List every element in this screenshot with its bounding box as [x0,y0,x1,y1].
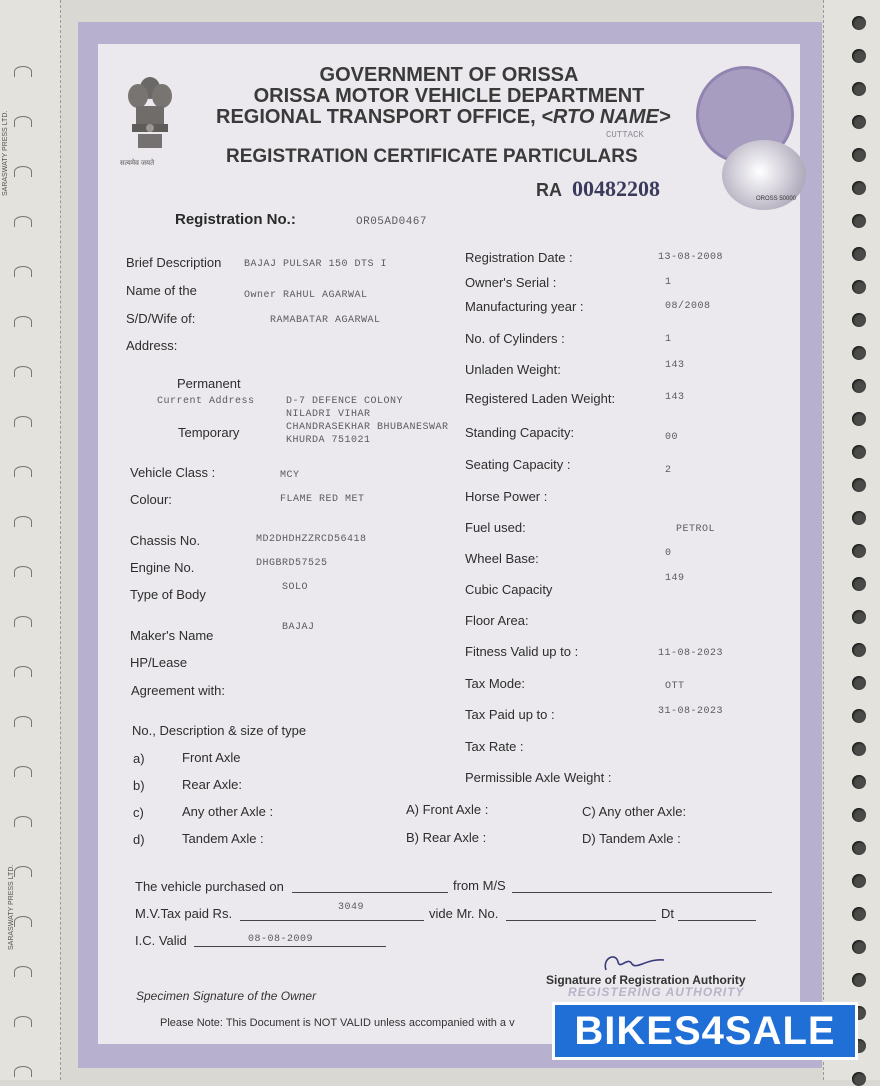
right-row-label: Standing Capacity: [465,425,575,440]
purchased-label: The vehicle purchased on [135,879,284,894]
tractor-hole [852,148,866,162]
right-row-label: Registered Laden Weight: [465,391,616,406]
hp-lease-label: HP/Lease [130,655,188,670]
axle-header: No., Description & size of type [132,723,307,738]
right-row-label: Fitness Valid up to : [465,644,579,659]
vehicle-class-label: Vehicle Class : [130,465,216,480]
tractor-hole [852,1072,866,1086]
right-row-value: 0 [665,548,672,559]
tractor-hole [852,841,866,855]
perforation-mark [14,66,32,77]
bikes4sale-watermark: BIKES4SALE [552,1002,858,1060]
right-row-value: 08/2008 [665,301,711,312]
hologram-text: OROSS 50000 [756,196,797,202]
engine-label: Engine No. [130,560,195,575]
tractor-hole [852,676,866,690]
body-type-value: SOLO [282,582,309,593]
ra-number: 00482208 [572,176,660,201]
right-row-value: 13-08-2008 [658,252,724,263]
ic-valid-blank [194,946,386,947]
brief-description-label: Brief Description [126,255,222,270]
tractor-hole [852,445,866,459]
sdw-label: S/D/Wife of: [126,311,196,326]
certificate-title: REGISTRATION CERTIFICATE PARTICULARS [226,146,638,167]
right-row-label: Unladen Weight: [465,362,561,377]
perforation-mark [14,566,32,577]
right-row-value: 31-08-2023 [658,706,724,717]
right-row-label: Horse Power : [465,489,548,504]
tractor-hole [852,544,866,558]
dt-blank [678,920,756,921]
tractor-hole [852,709,866,723]
perforation-mark [14,816,32,827]
perforation-mark [14,466,32,477]
engine-value: DHGBRD57525 [256,558,328,569]
tractor-hole [852,181,866,195]
right-row-value: 149 [665,573,685,584]
ra-label: RA [536,180,562,200]
registration-label: Registration No.: [175,211,296,228]
right-perforated-strip [823,0,880,1080]
axle-D-label: D) Tandem Axle : [582,831,681,846]
address-line-2: NILADRI VIHAR [286,409,371,420]
chassis-value: MD2DHDHZZRCD56418 [256,534,367,545]
tractor-hole [852,577,866,591]
perforation-mark [14,166,32,177]
body-type-label: Type of Body [130,587,206,602]
axle-A-label: A) Front Axle : [406,802,489,817]
axle-b-label: Rear Axle: [182,777,242,792]
tractor-hole [852,412,866,426]
perforation-mark [14,766,32,777]
perforation-mark [14,866,32,877]
perforation-mark [14,516,32,527]
tractor-hole [852,973,866,987]
address-line-1: D-7 DEFENCE COLONY [286,396,404,407]
tractor-hole [852,214,866,228]
right-row-label: No. of Cylinders : [465,331,565,346]
tractor-hole [852,874,866,888]
axle-b-key: b) [133,778,145,793]
perforation-mark [14,216,32,227]
temporary-address-label: Temporary [178,425,240,440]
perforation-mark [14,916,32,927]
perforation-mark [14,316,32,327]
tractor-hole [852,643,866,657]
axle-d-key: d) [133,832,145,847]
current-address-label: Current Address [157,396,255,407]
tractor-hole [852,808,866,822]
right-row-value: OTT [665,681,685,692]
emblem-caption: सत्यमेव जयते [120,160,155,167]
mvtax-blank [240,920,424,921]
tractor-hole [852,379,866,393]
perforation-mark [14,416,32,427]
agreement-label: Agreement with: [131,683,225,698]
maker-label: Maker's Name [130,628,214,643]
tractor-hole [852,16,866,30]
right-row-value: 00 [665,432,679,443]
tractor-hole [852,775,866,789]
ic-valid-label: I.C. Valid [135,933,187,948]
perforation-mark [14,116,32,127]
right-row-label: Permissible Axle Weight : [465,770,612,785]
owner-signature-label: Specimen Signature of the Owner [136,989,317,1003]
right-row-value: 1 [665,277,672,288]
tractor-hole [852,82,866,96]
right-row-label: Owner's Serial : [465,275,557,290]
tractor-hole [852,742,866,756]
axle-C-label: C) Any other Axle: [582,804,687,819]
rto-stamp: CUTTACK [606,130,644,140]
colour-value: FLAME RED MET [280,494,365,505]
tractor-hole [852,907,866,921]
maker-value: BAJAJ [282,622,315,633]
right-row-value: PETROL [676,524,716,535]
right-row-value: 143 [665,392,685,403]
right-row-label: Seating Capacity : [465,457,571,472]
perforation-mark [14,616,32,627]
mvtax-value: 3049 [338,902,365,913]
perforation-mark [14,266,32,277]
axle-c-key: c) [133,805,144,820]
colour-label: Colour: [130,492,172,507]
right-row-label: Manufacturing year : [465,299,584,314]
axle-a-key: a) [133,751,145,766]
right-row-value: 11-08-2023 [658,648,724,659]
perforation-mark [14,1066,32,1077]
right-row-label: Tax Rate : [465,739,524,754]
owner-name-label: Name of the [126,283,197,298]
right-row-label: Wheel Base: [465,551,539,566]
permanent-address-label: Permanent [177,376,241,391]
right-row-label: Cubic Capacity [465,582,553,597]
right-row-value: 143 [665,360,685,371]
validity-note: Please Note: This Document is NOT VALID unless accompanied with a v [160,1017,515,1029]
right-row-label: Tax Paid up to : [465,707,555,722]
perforation-mark [14,966,32,977]
axle-B-label: B) Rear Axle : [406,830,487,845]
axle-a-label: Front Axle [182,750,241,765]
perforation-mark [14,716,32,727]
address-line-3: CHANDRASEKHAR BHUBANESWAR [286,422,449,433]
press-imprint-bottom: SARASWATY PRESS LTD. [8,864,15,950]
tractor-hole [852,313,866,327]
right-row-label: Fuel used: [465,520,526,535]
header-line-2: ORISSA MOTOR VEHICLE DEPARTMENT [253,85,645,107]
axle-d-label: Tandem Axle : [182,831,264,846]
vide-blank [506,920,656,921]
header-line-3: REGIONAL TRANSPORT OFFICE, <RTO NAME> [216,106,671,128]
mvtax-label: M.V.Tax paid Rs. [135,906,233,921]
registering-authority-stamp: REGISTERING AUTHORITY [568,985,745,999]
address-line-4: KHURDA 751021 [286,435,371,446]
sdw-value: RAMABATAR AGARWAL [270,315,381,326]
chassis-label: Chassis No. [130,533,201,548]
header-line-1: GOVERNMENT OF ORISSA [319,64,579,86]
rto-name: <RTO NAME> [541,106,671,128]
tractor-hole [852,346,866,360]
purchased-blank [292,892,448,893]
from-ms-blank [512,892,772,893]
signature-authority-label: Signature of Registration Authority [546,973,746,987]
right-row-value: 1 [665,334,672,345]
tractor-hole [852,247,866,261]
press-imprint-top: SARASWATY PRESS LTD. [2,110,9,196]
address-label: Address: [126,338,178,353]
tractor-hole [852,478,866,492]
right-row-label: Tax Mode: [465,676,525,691]
right-row-value: 2 [665,465,672,476]
right-row-label: Floor Area: [465,613,529,628]
tractor-hole [852,115,866,129]
vehicle-class-value: MCY [280,470,300,481]
registration-value: OR05AD0467 [356,216,428,228]
ic-valid-value: 08-08-2009 [248,934,314,945]
axle-c-label: Any other Axle : [182,804,274,819]
perforation-mark [14,666,32,677]
brief-description-value: BAJAJ PULSAR 150 DTS I [244,259,388,270]
perforation-mark [14,1016,32,1027]
tractor-hole [852,280,866,294]
tractor-hole [852,940,866,954]
from-ms-label: from M/S [453,878,506,893]
vide-label: vide Mr. No. [429,906,499,921]
tractor-hole [852,610,866,624]
perforation-mark [14,366,32,377]
tractor-hole [852,511,866,525]
tractor-hole [852,49,866,63]
right-row-label: Registration Date : [465,250,573,265]
dt-label: Dt [661,906,674,921]
certificate-body [98,44,800,1044]
owner-name-value: Owner RAHUL AGARWAL [244,290,368,301]
